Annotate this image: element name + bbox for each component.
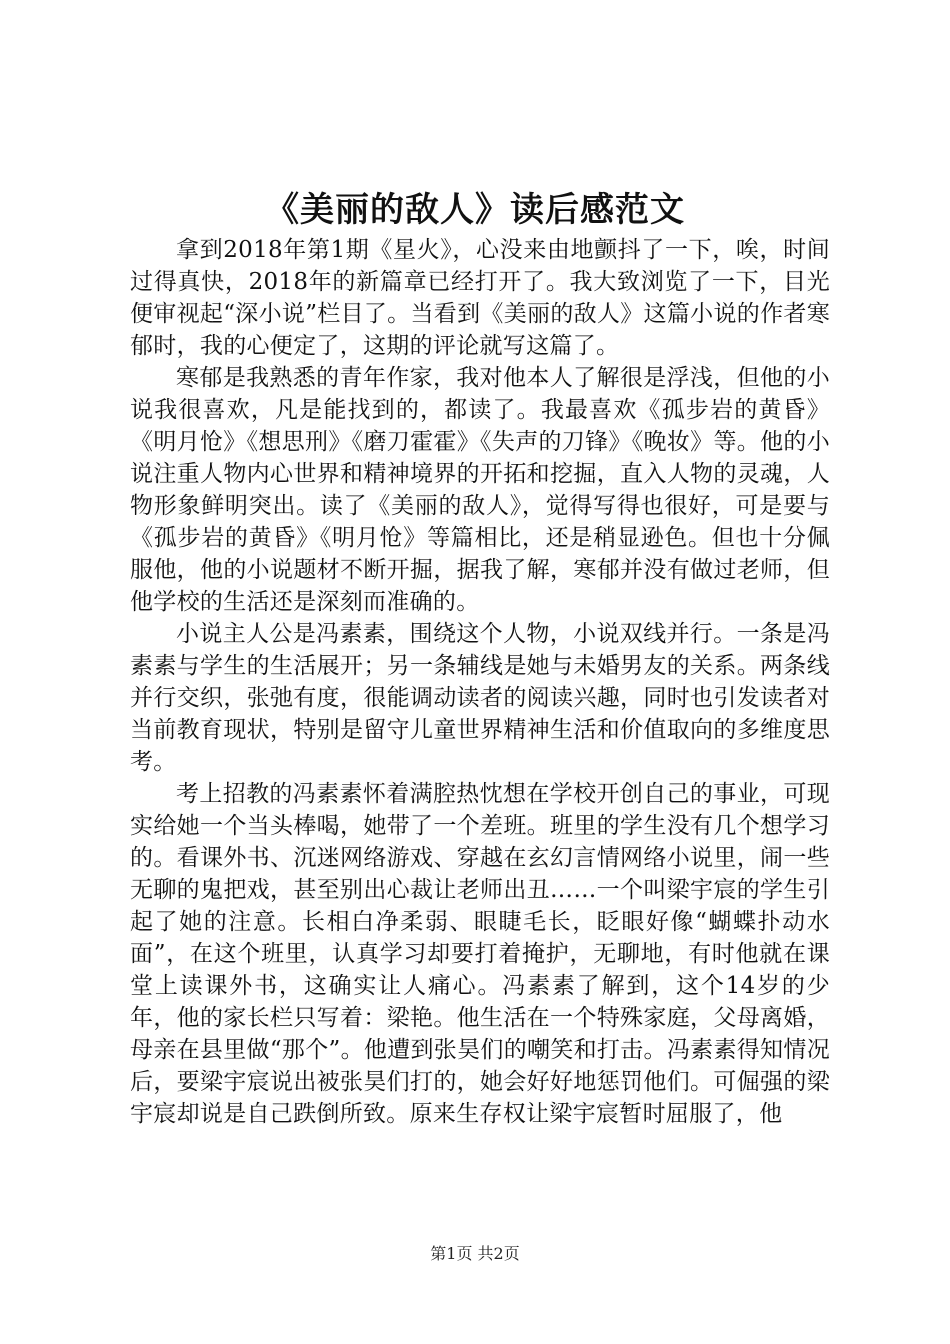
- document-body: [130, 234, 830, 1130]
- paragraph: 寒郁是我熟悉的青年作家，我对他本人了解很是浮浅，但他的小说我很喜欢，凡是能找到的，都读了。我最喜欢《孤步岩的黄昏》《明月怆》《想思刑》《磨刀霍霍》《失声的刀锋》《晚妆》等。他的小说注重人物内心世界和精神境界的开拓和挖掘，直入人物的灵魂，人物形象鲜明突出。读了《美丽的敌人》，觉得写得也很好，可是要与《孤步岩的黄昏》《明月怆》等篇相比，还是稍显逊色。但也十分佩服他，他的小说题材不断开掘，据我了解，寒郁并没有做过老师，但他学校的生活还是深刻而准确的。: [130, 365, 830, 615]
- paragraph: 考上招教的冯素素怀着满腔热忱想在学校开创自己的事业，可现实给她一个当头棒喝，她带了一个差班。班里的学生没有几个想学习的。看课外书、沉迷网络游戏、穿越在玄幻言情网络小说里，闹一些无聊的鬼把戏，甚至别出心裁让老师出丑……一个叫梁宇宸的学生引起了她的注意。长相白净柔弱、眼睫毛长，眨眼好像“蝴蝶扑动水面”，在这个班里，认真学习却要打着掩护，无聊地，有时他就在课堂上读课外书，这确实让人痛心。冯素素了解到，这个14岁的少年，他的家长栏只写着：梁艳。他生活在一个特殊家庭，父母离婚，母亲在县里做“那个”。他遭到张昊们的嘲笑和打击。冯素素得知情况后，要梁宇宸说出被张昊们打的，她会好好地惩罚他们。可倔强的梁宇宸却说是自己跌倒所致。原来生存权让梁宇宸暂时屈服了，他: [130, 781, 830, 1127]
- paragraph: 拿到2018年第1期《星火》，心没来由地颤抖了一下，唉，时间过得真快，2018年的新篇章已经打开了。我大致浏览了一下，目光便审视起“深小说”栏目了。当看到《美丽的敌人》这篇小说的作者寒郁时，我的心便定了，这期的评论就写这篇了。: [130, 237, 830, 359]
- paragraph: 小说主人公是冯素素，围绕这个人物，小说双线并行。一条是冯素素与学生的生活展开；另一条辅线是她与未婚男友的关系。两条线并行交织，张弛有度，很能调动读者的阅读兴趣，同时也引发读者对当前教育现状，特别是留守儿童世界精神生活和价值取向的多维度思考。: [130, 621, 830, 775]
- page-number-footer: 第1页 共2页: [430, 1244, 520, 1263]
- document-title: 《美丽的敌人》读后感范文: [265, 190, 685, 230]
